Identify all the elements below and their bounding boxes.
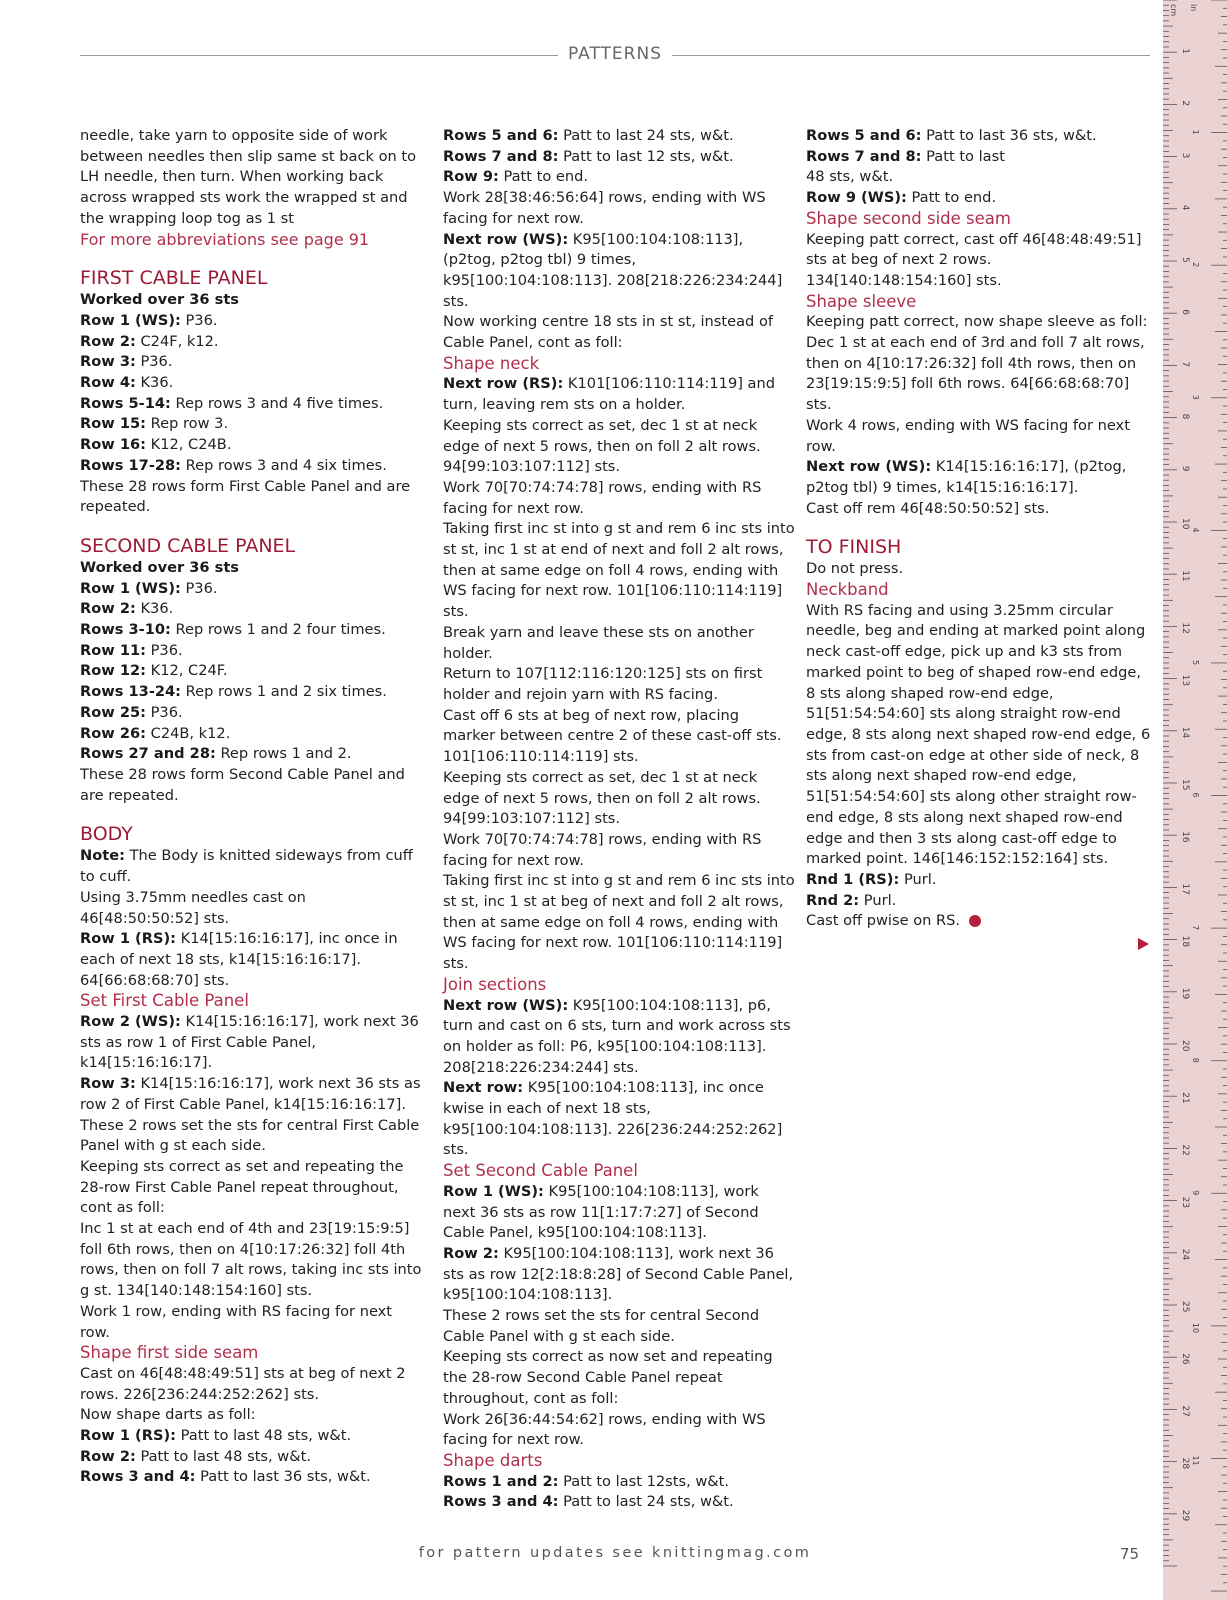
section-title: PATTERNS xyxy=(567,44,662,64)
column-3 xyxy=(806,126,1151,932)
pattern-row: Row 1 (WS): P36. xyxy=(80,579,218,597)
ruler-cm-number: 19 xyxy=(1180,987,1190,1000)
ruler-in-number: 6 xyxy=(1191,792,1200,798)
pattern-row: Rows 5 and 6: Patt to last 36 sts, w&t. xyxy=(806,127,1097,144)
ruler-in-number: 8 xyxy=(1191,1057,1200,1063)
body-text: Dec 1 st at each end of 3rd and foll 7 alt rows, then on 4[10:17:26:32] foll 4th rows, then on 23[19:15:9:5] foll 6th rows. 64[66:68:68:70] sts. xyxy=(806,334,1145,414)
intro-text: needle, take yarn to opposite side of work between needles then slip same st back on to LH needle, then turn. When working back across wrapped sts work the wrapped st and the wrapping loop tog as 1 st xyxy=(80,127,417,227)
ruler-cm-number: 28 xyxy=(1180,1457,1190,1470)
ruler-in-number: 3 xyxy=(1191,394,1200,400)
pattern-row: Row 9 (WS): Patt to end. xyxy=(806,189,997,207)
second-row-2: Row 2: K95[100:104:108:113], work next 36 sts as row 12[2:18:8:28] of Second Cable Panel, k95[100:104:108:113]. xyxy=(443,1244,794,1304)
pattern-row: Rows 7 and 8: Patt to last 48 sts, w&t. xyxy=(806,147,1005,186)
ruler-scale-icon xyxy=(1163,0,1227,1600)
pattern-row: Rows 3-10: Rep rows 1 and 2 four times. xyxy=(80,621,386,639)
pattern-row: Row 11: P36. xyxy=(80,641,183,659)
body-text: Keeping sts correct as set, dec 1 st at neck edge of next 5 rows, then on foll 2 alt rows. 94[99:103:107:112] sts. xyxy=(443,416,761,476)
second-cable-note: These 28 rows form Second Cable Panel and are repeated. xyxy=(80,765,405,804)
body-text: Keeping patt correct, cast off 46[48:48:49:51] sts at beg of next 2 rows. 134[140:148:154:160] sts. xyxy=(806,230,1142,289)
body-text: These 2 rows set the sts for central Second Cable Panel with g st each side. xyxy=(443,1307,760,1345)
ruler-cm-number: 2 xyxy=(1180,100,1190,107)
body-note: Note: The Body is knitted sideways from cuff to cuff. xyxy=(80,847,413,886)
pattern-row: Row 1 (WS): P36. xyxy=(80,311,218,329)
ruler-cm-number: 15 xyxy=(1180,779,1190,791)
body-text: Keeping sts correct as now set and repeating the 28-row Second Cable Panel repeat throughout, cont as foll: xyxy=(443,1348,773,1407)
ruler-cm-number: 6 xyxy=(1180,309,1190,315)
ruler-cm-number: 25 xyxy=(1180,1301,1190,1313)
body-text: These 2 rows set the sts for central First Cable Panel with g st each side. xyxy=(80,1116,420,1155)
pattern-row: Rows 17-28: Rep rows 3 and 4 six times. xyxy=(80,456,387,474)
body-text: Work 4 rows, ending with WS facing for next row. xyxy=(806,416,1130,455)
round-2: Rnd 2: Purl. xyxy=(806,891,897,909)
to-finish-heading: TO FINISH xyxy=(806,536,902,559)
ruler-cm-number: 8 xyxy=(1180,413,1190,420)
body-text: Cast off 6 sts at beg of next row, placing marker between centre 2 of these cast-off sts. 101[106:110:114:119] sts. xyxy=(443,706,782,766)
body-text: Work 26[36:44:54:62] rows, ending with WS facing for next row. xyxy=(443,1410,766,1449)
ruler-cm-number: 26 xyxy=(1180,1353,1190,1365)
page-number: 75 xyxy=(1120,1545,1140,1563)
pattern-row: Rows 27 and 28: Rep rows 1 and 2. xyxy=(80,745,352,763)
ruler-cm-number: 16 xyxy=(1180,831,1190,843)
body-text: Cast on 46[48:48:49:51] sts at beg of next 2 rows. 226[236:244:252:262] sts. xyxy=(80,1364,406,1403)
body-text: Work 70[70:74:74:78] rows, ending with RS facing for next row. xyxy=(443,478,762,517)
body-text: Break yarn and leave these sts on another holder. xyxy=(443,623,754,662)
body-text: With RS facing and using 3.25mm circular needle, beg and ending at marked point along neck cast-off edge, pick up and k3 sts from marked point to beg of shaped row-end edge, 8 sts along shaped row-end edge, 51[51:54:54:60] sts along straight row-end edge, 8 sts along next shaped row-end edge, 6 sts from cast-on edge at other side of neck, 8 sts along next shaped row-end edge, 51[51:54:54:60] sts along other straight row-end edge, 8 sts along next shaped row-end edge and then 3 sts along cast-off edge to marked point. 146[146:152:152:164] sts. xyxy=(806,601,1151,868)
pattern-row: Row 15: Rep row 3. xyxy=(80,415,229,433)
continue-arrow-icon xyxy=(1138,938,1149,950)
cast-off-final: Cast off pwise on RS. xyxy=(806,911,1151,932)
body-text: Return to 107[112:116:120:125] sts on first holder and rejoin yarn with RS facing. xyxy=(443,665,763,703)
pattern-row: Row 26: C24B, k12. xyxy=(80,724,231,742)
ruler-cm-number: 5 xyxy=(1180,257,1190,263)
abbreviations-link[interactable]: For more abbreviations see page 91 xyxy=(80,229,370,249)
ruler-cm-number: 17 xyxy=(1180,883,1190,895)
shape-second-side-seam-subheading: Shape second side seam xyxy=(806,208,1011,228)
body-text: Keeping patt correct, now shape sleeve as foll: xyxy=(806,313,1148,331)
ruler-in-number: 10 xyxy=(1191,1322,1200,1334)
ruler-cm-number: 12 xyxy=(1180,622,1190,634)
ruler-cm-number: 13 xyxy=(1180,674,1190,687)
neckband-subheading: Neckband xyxy=(806,580,889,600)
shape-first-side-seam-subheading: Shape first side seam xyxy=(80,1343,259,1363)
join-next-row: Next row: K95[100:104:108:113], inc once kwise in each of next 18 sts, k95[100:104:108:113]. 226[236:244:252:262] sts. xyxy=(443,1079,783,1159)
set-second-cable-subheading: Set Second Cable Panel xyxy=(443,1161,638,1181)
shape-neck-subheading: Shape neck xyxy=(443,353,540,373)
first-cable-worked: Worked over 36 sts xyxy=(80,291,239,309)
body-text: Taking first inc st into g st and rem 6 inc sts into st st, inc 1 st at beg of next and foll 2 alt rows, then at same edge on foll 4 rows, ending with WS facing for next row. 101[106:110:114:119] sts. xyxy=(443,872,795,973)
header-rule-left xyxy=(80,55,558,56)
pattern-row: Rows 1 and 2: Patt to last 12sts, w&t. xyxy=(443,1472,730,1490)
ruler-in-number: 9 xyxy=(1191,1190,1200,1196)
pattern-row: Row 25: P36. xyxy=(80,703,183,721)
pattern-row: Rows 5-14: Rep rows 3 and 4 five times. xyxy=(80,394,384,412)
join-row-ws: Next row (WS): K95[100:104:108:113], p6, turn and cast on 6 sts, turn and work across sts on holder as foll: P6, k95[100:104:108:113]. 208[218:226:234:244] sts. xyxy=(443,996,791,1076)
ruler-cm-number: 23 xyxy=(1180,1196,1190,1209)
shape-sleeve-subheading: Shape sleeve xyxy=(806,291,917,311)
second-cable-worked: Worked over 36 sts xyxy=(80,558,239,576)
header-rule-right xyxy=(672,55,1150,56)
pattern-row: Rows 3 and 4: Patt to last 36 sts, w&t. xyxy=(80,1468,371,1486)
ruler-in-number: 5 xyxy=(1191,659,1200,666)
body-text: Do not press. xyxy=(806,560,904,578)
second-row-1: Row 1 (WS): K95[100:104:108:113], work next 36 sts as row 11[1:17:7:27] of Second Cable Panel, k95[100:104:108:113]. xyxy=(443,1182,759,1242)
pattern-row: Rows 13-24: Rep rows 1 and 2 six times. xyxy=(80,683,387,701)
body-text: Work 28[38:46:56:64] rows, ending with WS facing for next row. xyxy=(443,189,766,227)
ruler-cm-number: 20 xyxy=(1180,1040,1190,1052)
body-text: Keeping sts correct as set, dec 1 st at neck edge of next 5 rows, then on foll 2 alt rows. 94[99:103:107:112] sts. xyxy=(443,768,761,828)
first-cable-note: These 28 rows form First Cable Panel and are repeated. xyxy=(80,477,411,516)
ruler-in-number: 11 xyxy=(1191,1455,1200,1466)
second-cable-rows xyxy=(80,579,425,765)
body-row-3: Row 3: K14[15:16:16:17], work next 36 sts as row 2 of First Cable Panel, k14[15:16:16:17]. xyxy=(80,1075,421,1113)
ruler-cm-number: 24 xyxy=(1180,1248,1190,1261)
body-row-1: Row 1 (RS): K14[15:16:16:17], inc once in each of next 18 sts, k14[15:16:16:17]. 64[66:68:68:70] sts. xyxy=(80,930,398,989)
ruler-cm-number: 27 xyxy=(1180,1405,1190,1417)
column-1 xyxy=(80,126,425,1488)
second-cable-heading: SECOND CABLE PANEL xyxy=(80,534,296,557)
ruler-in-number: 2 xyxy=(1191,262,1200,268)
body-text: Keeping sts correct as set and repeating the 28-row First Cable Panel repeat throughout, cont as foll: xyxy=(80,1157,404,1217)
body-text: Inc 1 st at each end of 4th and 23[19:15:9:5] foll 6th rows, then on 4[10:17:26:32] foll 4th rows, then on foll 7 alt rows, taking inc sts into g st. 134[140:148:154:160] sts. xyxy=(80,1220,422,1300)
next-row-rs: Next row (RS): K101[106:110:114:119] and turn, leaving rem sts on a holder. xyxy=(443,375,776,414)
ruler-in-label: in xyxy=(1189,4,1198,12)
ruler-cm-number: 29 xyxy=(1180,1509,1190,1522)
pattern-row: Row 2: Patt to last 48 sts, w&t. xyxy=(80,1447,311,1465)
pattern-row: Row 2: C24F, k12. xyxy=(80,332,219,350)
body-text: Now working centre 18 sts in st st, instead of Cable Panel, cont as foll: xyxy=(443,313,774,352)
ruler-cm-number: 9 xyxy=(1180,465,1190,472)
body-text: Work 1 row, ending with RS facing for next row. xyxy=(80,1302,393,1341)
pattern-row: Row 1 (RS): Patt to last 48 sts, w&t. xyxy=(80,1427,352,1445)
ruler-cm-number: 3 xyxy=(1180,152,1190,159)
body-text: Cast off rem 46[48:50:50:52] sts. xyxy=(806,499,1050,517)
pattern-row: Row 9: Patt to end. xyxy=(443,168,589,186)
body-row-2: Row 2 (WS): K14[15:16:16:17], work next 36 sts as row 1 of First Cable Panel, k14[15:16:16:17]. xyxy=(80,1013,419,1072)
pattern-row: Rows 5 and 6: Patt to last 24 sts, w&t. xyxy=(443,127,734,144)
next-row-ws: Next row (WS): K14[15:16:16:17], (p2tog, p2tog tbl) 9 times, k14[15:16:16:17]. xyxy=(806,458,1127,496)
pattern-row: Row 4: K36. xyxy=(80,374,174,392)
ruler-cm-number: 10 xyxy=(1180,518,1190,530)
ruler-cm-number: 18 xyxy=(1180,935,1190,948)
ruler-cm-number: 14 xyxy=(1180,726,1190,739)
ruler-in-number: 7 xyxy=(1191,925,1200,931)
ruler-in-number: 1 xyxy=(1191,129,1200,135)
body-heading: BODY xyxy=(80,823,133,846)
ruler-cm-label: cm xyxy=(1169,4,1178,17)
pattern-row: Row 3: P36. xyxy=(80,353,173,371)
ruler-cm-number: 4 xyxy=(1180,204,1190,211)
ruler xyxy=(1163,0,1227,1600)
pattern-row: Row 12: K12, C24F. xyxy=(80,662,228,680)
ruler-cm-number: 22 xyxy=(1180,1144,1190,1156)
first-cable-heading: FIRST CABLE PANEL xyxy=(80,267,268,290)
footer-text: for pattern updates see knittingmag.com xyxy=(418,1545,812,1561)
ruler-cm-number: 1 xyxy=(1180,48,1190,54)
ruler-in-number: 4 xyxy=(1191,527,1200,533)
body-text: Work 70[70:74:74:78] rows, ending with RS facing for next row. xyxy=(443,830,762,869)
ruler-cm-number: 21 xyxy=(1180,1092,1190,1104)
pattern-row: Row 16: K12, C24B. xyxy=(80,436,232,454)
body-text: Now shape darts as foll: xyxy=(80,1406,256,1424)
end-dot-icon xyxy=(969,915,981,927)
shape-darts-subheading: Shape darts xyxy=(443,1451,543,1470)
pattern-row: Row 2: K36. xyxy=(80,600,174,618)
body-cast-on: Using 3.75mm needles cast on 46[48:50:50:52] sts. xyxy=(80,888,306,927)
round-1: Rnd 1 (RS): Purl. xyxy=(806,870,937,888)
ruler-cm-number: 7 xyxy=(1180,361,1190,368)
column-2 xyxy=(443,126,795,1513)
section-header xyxy=(80,44,1150,68)
join-sections-subheading: Join sections xyxy=(443,974,547,994)
set-first-cable-subheading: Set First Cable Panel xyxy=(80,991,249,1011)
ruler-cm-number: 11 xyxy=(1180,570,1190,582)
next-row-ws: Next row (WS): K95[100:104:108:113], (p2tog, p2tog tbl) 9 times, k95[100:104:108:113]. 208[218:226:234:244] sts. xyxy=(443,230,783,310)
body-text: Taking first inc st into g st and rem 6 inc sts into st st, inc 1 st at end of next and foll 2 alt rows, then at same edge on foll 4 rows, ending with WS facing for next row. 101[106:110:114:119] sts. xyxy=(443,520,795,621)
pattern-row: Rows 3 and 4: Patt to last 24 sts, w&t. xyxy=(443,1493,734,1511)
first-cable-rows xyxy=(80,311,425,477)
pattern-row: Rows 7 and 8: Patt to last 12 sts, w&t. xyxy=(443,147,734,165)
